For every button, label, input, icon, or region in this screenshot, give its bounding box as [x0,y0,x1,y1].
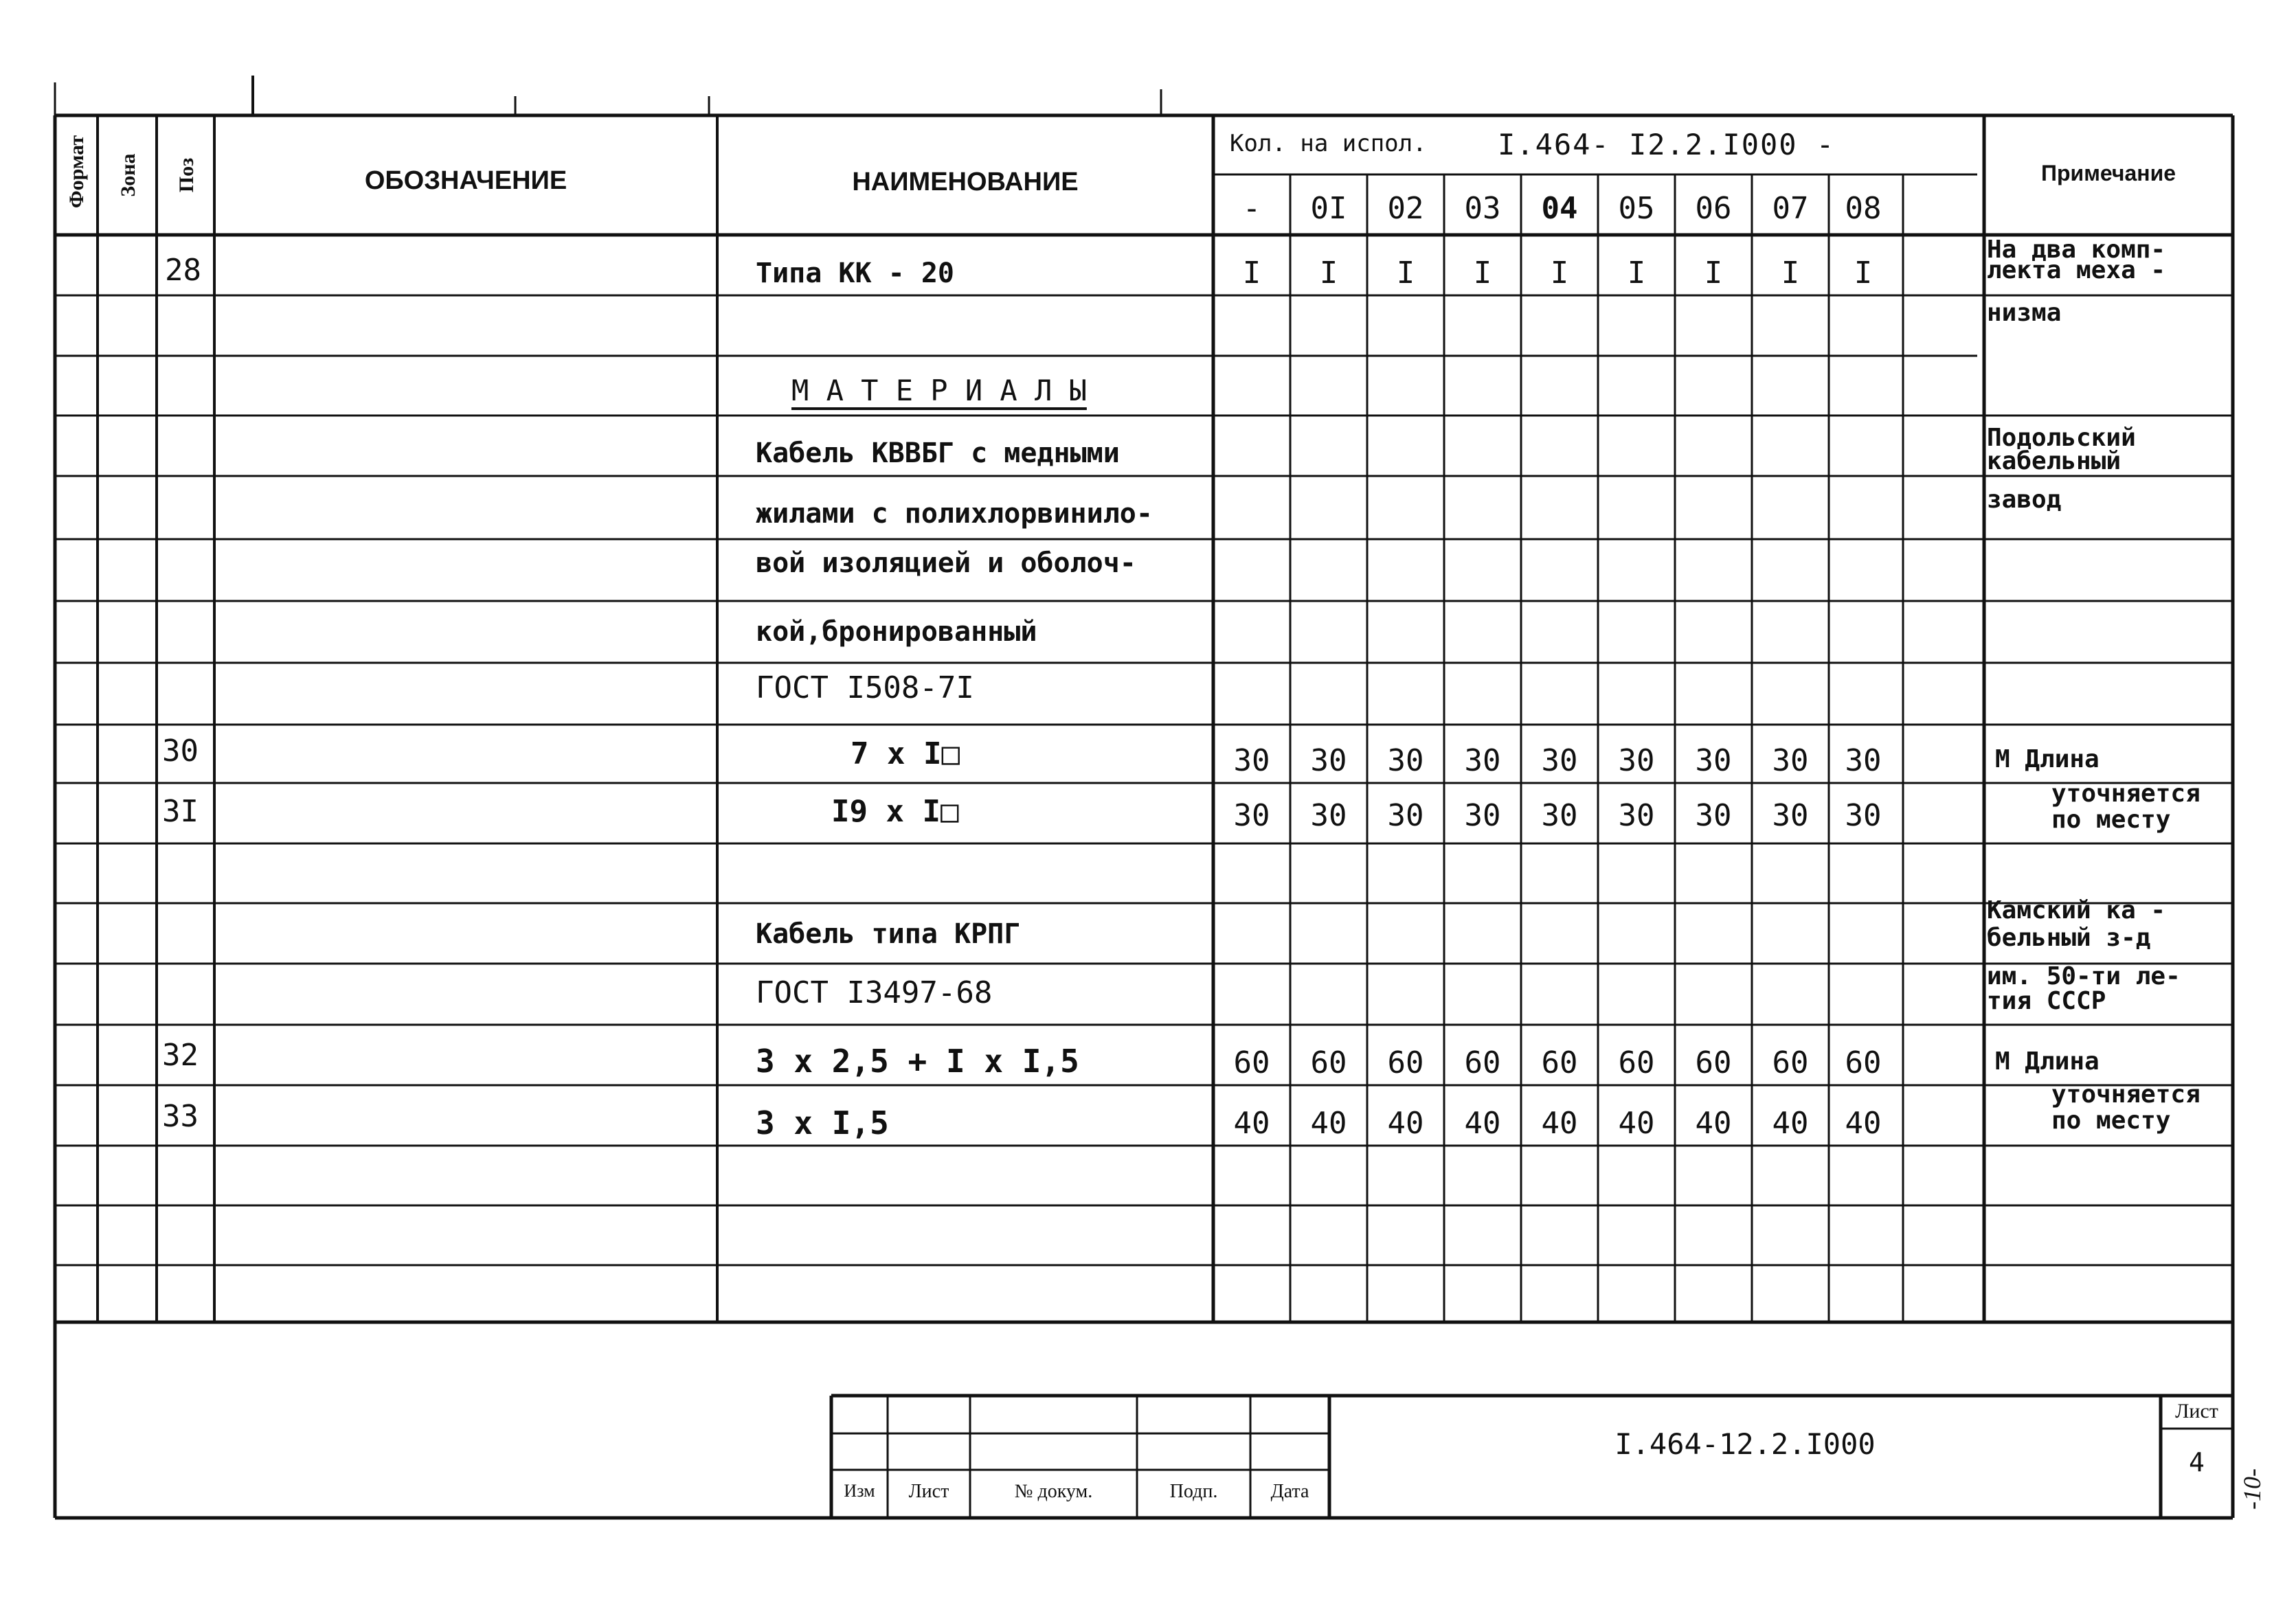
row-name: вой изоляцией и оболоч- [756,547,1136,579]
qty-cell: 30 [1310,743,1347,778]
variant-header: 02 [1387,191,1424,226]
note-line: по месту [2051,806,2171,834]
note-line: им. 50-ти ле- [1987,962,2181,990]
qty-cell: 40 [1464,1106,1501,1141]
qty-cell: 40 [1541,1106,1578,1141]
qty-cell: 60 [1387,1045,1424,1080]
qty-cell: 40 [1233,1106,1270,1141]
qty-cell: 30 [1387,798,1424,833]
row-name: Типа КК - 20 [756,258,954,289]
note-line: кабельный [1987,447,2121,475]
row-pos: 30 [162,734,199,769]
qty-cell: 60 [1541,1045,1578,1080]
row-pos: 3I [162,794,199,829]
row-name: 3 x I,5 [756,1104,889,1142]
title-sheet-number: 4 [2189,1447,2205,1477]
row-pos: 33 [162,1099,199,1134]
col-pos-header: Поз [175,157,198,193]
qty-cell: I [1473,256,1492,291]
variant-header: 08 [1845,191,1882,226]
qty-cell: I [1704,256,1723,291]
variant-header: 05 [1618,191,1655,226]
variant-header: 06 [1695,191,1732,226]
qty-cell: 60 [1845,1045,1882,1080]
row-name: кой,бронированный [756,616,1037,648]
qty-cell: 30 [1695,798,1732,833]
note-line: завод [1987,486,2062,514]
variant-header: 07 [1772,191,1809,226]
qty-cell: 60 [1233,1045,1270,1080]
col-format-header: Формат [65,135,88,209]
row-name: 3 x 2,5 + I x I,5 [756,1043,1079,1080]
note-line: М Длина [1995,1047,2100,1076]
qty-cell: 40 [1387,1106,1424,1141]
qty-cell: 40 [1618,1106,1655,1141]
note-line: Камский ка - [1987,896,2166,924]
title-sheet-label: Лист [2175,1400,2218,1422]
title-label-sheet: Лист [908,1481,949,1502]
col-name-header: НАИМЕНОВАНИЕ [852,168,1079,196]
qty-cell: I [1781,256,1800,291]
note-line: тия СССР [1987,987,2106,1015]
note-line: бельный з-д [1987,924,2151,952]
qty-cell: 30 [1310,798,1347,833]
row-name: ГОСТ I508-7I [756,670,974,705]
qty-cell: 30 [1464,743,1501,778]
row-pos: 28 [165,253,201,288]
variant-header: 0I [1310,191,1347,226]
qty-cell: 30 [1772,743,1809,778]
qty-cell: I [1396,256,1415,291]
side-page-mark: -10- [2238,1468,2266,1510]
qty-cell: 60 [1618,1045,1655,1080]
row-pos: 32 [162,1038,199,1073]
qty-cell: 60 [1464,1045,1501,1080]
qty-cell: 30 [1233,798,1270,833]
qty-cell: 30 [1541,743,1578,778]
note-line: лекта меха - [1987,256,2166,284]
qty-title: Кол. на испол. [1230,130,1427,157]
note-line: На два комп- [1987,236,2166,264]
qty-cell: I [1319,256,1338,291]
title-doc-code: I.464-12.2.I000 [1614,1427,1876,1461]
qty-cell: 60 [1772,1045,1809,1080]
qty-cell: 40 [1310,1106,1347,1141]
qty-cell: I [1627,256,1646,291]
note-line: уточняется [2051,1080,2201,1109]
title-label-change: Изм [844,1481,875,1501]
qty-cell: 30 [1387,743,1424,778]
row-name: Кабель типа КРПГ [756,918,1021,950]
qty-cell: I [1550,256,1569,291]
qty-cell: 30 [1618,798,1655,833]
qty-cell: I [1242,256,1261,291]
qty-cell: 60 [1695,1045,1732,1080]
qty-cell: 30 [1845,743,1882,778]
note-line: уточняется [2051,780,2201,808]
row-name: 7 x I□ [851,736,960,771]
title-label-doc-no: № докум. [1014,1481,1093,1502]
qty-cell: 60 [1310,1045,1347,1080]
qty-cell: 30 [1618,743,1655,778]
col-designation-header: ОБОЗНАЧЕНИЕ [364,166,567,195]
row-name: I9 x I□ [831,794,959,829]
qty-cell: 30 [1233,743,1270,778]
qty-doc-code: I.464- I2.2.I000 - [1498,128,1836,161]
row-name: Кабель КВВБГ с медными [756,438,1120,469]
note-line: Подольский [1987,424,2136,452]
variant-header: 03 [1464,191,1501,226]
qty-cell: 30 [1464,798,1501,833]
title-label-date: Дата [1270,1481,1309,1502]
qty-cell: 30 [1772,798,1809,833]
row-name: жилами с полихлорвинило- [756,498,1153,530]
qty-cell: 30 [1695,743,1732,778]
qty-cell: 30 [1541,798,1578,833]
qty-cell: 30 [1845,798,1882,833]
variant-header: 04 [1541,191,1578,226]
title-label-signature: Подп. [1169,1481,1218,1502]
col-zone-header: Зона [117,153,139,197]
section-title-materials: М А Т Е Р И А Л Ы [791,374,1087,407]
note-line: низма [1987,299,2062,327]
row-name: ГОСТ I3497-68 [756,975,993,1010]
qty-cell: 40 [1845,1106,1882,1141]
col-note-header: Примечание [2040,161,2176,185]
note-line: по месту [2051,1106,2171,1135]
qty-cell: 40 [1772,1106,1809,1141]
variant-header: - [1242,191,1261,226]
note-line: М Длина [1995,745,2100,773]
qty-cell: 40 [1695,1106,1732,1141]
qty-cell: I [1854,256,1873,291]
